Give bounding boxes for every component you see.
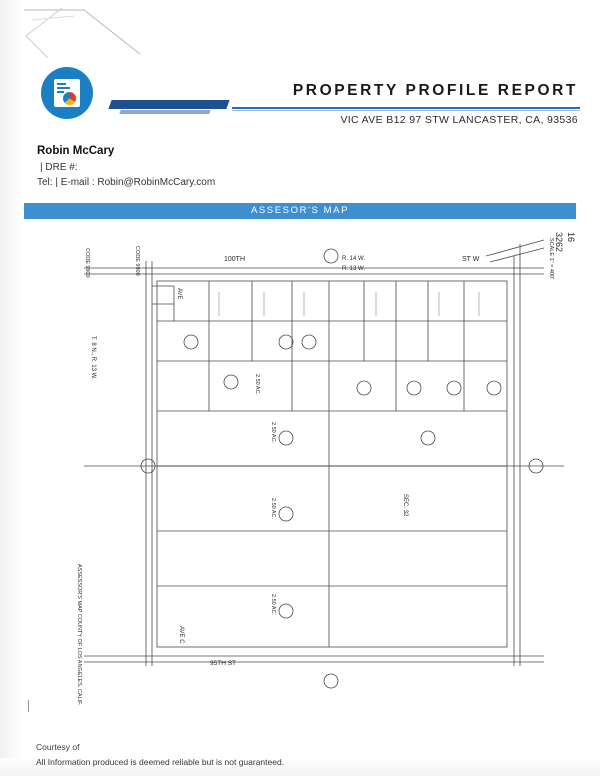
agent-name: Robin McCary: [37, 145, 115, 157]
map-sheet-number: 3262: [554, 232, 564, 253]
map-sheet-page: 16: [566, 232, 576, 243]
map-acreage-note-4: 2.50 AC.: [270, 594, 276, 616]
logo-pie-chart-shape: [63, 92, 76, 105]
footer-margin-tick: [28, 700, 29, 712]
map-acreage-note-1: 2.50 AC.: [254, 374, 260, 396]
header-divider-thin: [232, 110, 580, 111]
map-label-r14w: R. 14 W.: [342, 256, 366, 262]
map-label-r13w: R. 13 W.: [342, 266, 366, 272]
page-title: PROPERTY PROFILE REPORT: [292, 82, 578, 99]
assessors-map-drawing: [24, 226, 576, 710]
page-corner-fold-artifact: [22, 6, 142, 64]
footer-disclaimer: All Information produced is deemed reliable but is not guaranteed.: [36, 757, 285, 767]
logo-accent-bar-secondary: [119, 110, 210, 114]
section-banner-assessors-map: [24, 203, 576, 219]
subject-address: VIC AVE B12 97 STW LANCASTER, CA, 93536: [340, 114, 578, 126]
map-left-code-note-2: CODE 9900: [134, 246, 140, 276]
map-label-95th-st: 95TH ST: [210, 660, 237, 667]
report-logo-icon: [42, 68, 92, 118]
map-acreage-note-2: 2.50 AC.: [270, 422, 276, 444]
map-assessors-office-note: ASSESSOR'S MAP COUNTY OF LOS ANGELES, CALIF.: [76, 564, 82, 706]
map-township-range: T. 8 N., R. 13 W.: [90, 336, 96, 380]
map-label-100th: 100TH: [224, 256, 246, 263]
map-label-avenue: AVE: [176, 288, 182, 300]
map-scale-note: SCALE 1" = 400': [548, 238, 554, 280]
map-label-ave-c: AVE C: [178, 626, 184, 644]
map-left-code-note: CODE 9900: [84, 248, 90, 278]
map-label-st-w: ST W: [462, 256, 480, 263]
section-banner-label: ASSESOR'S MAP: [250, 205, 350, 216]
agent-dre-number: | DRE #:: [40, 162, 78, 173]
header-divider: [232, 107, 580, 109]
scan-edge-left: [0, 0, 26, 776]
logo-document-shape: [54, 79, 80, 107]
logo-accent-bar: [108, 100, 229, 109]
map-section-note: SEC. 32: [402, 494, 408, 517]
assessors-map-image: [24, 226, 576, 710]
footer-courtesy: Courtesy of: [36, 742, 80, 752]
agent-contact-line[interactable]: Tel: | E-mail : Robin@RobinMcCary.com: [37, 177, 216, 188]
map-acreage-note-3: 2.50 AC.: [270, 498, 276, 520]
